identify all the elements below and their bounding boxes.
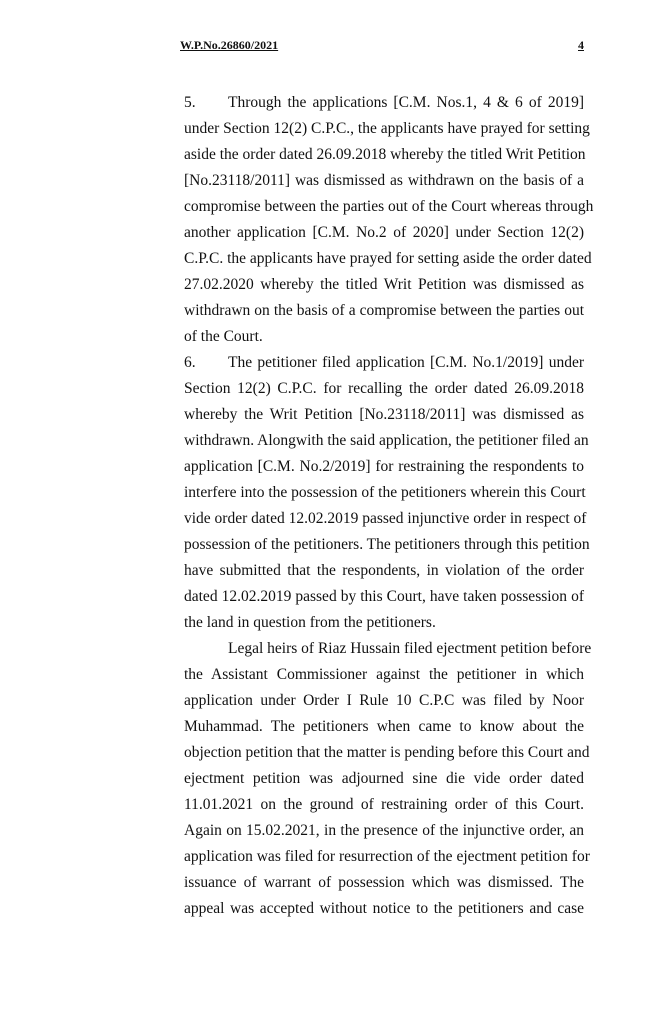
paragraph-line: withdrawn on the basis of a compromise between the parties out xyxy=(184,302,584,319)
paragraph-line: 6. The petitioner filed application [C.M. No.1/2019] under xyxy=(184,352,584,374)
paragraph-line: Muhammad. The petitioners when came to know about the xyxy=(184,718,584,735)
paragraph-line: whereby the Writ Petition [No.23118/2011] was dismissed as xyxy=(184,406,584,423)
paragraph-line: application was filed for resurrection of the ejectment petition for xyxy=(184,848,590,865)
paragraph-number: 5. xyxy=(184,94,196,111)
paragraph-line: vide order dated 12.02.2019 passed injunctive order in respect of xyxy=(184,510,587,527)
paragraph-line: 5. Through the applications [C.M. Nos.1, 4 & 6 of 2019] xyxy=(184,92,584,114)
paragraph-line: objection petition that the matter is pending before this Court and xyxy=(184,744,590,761)
paragraph-line: the land in question from the petitioners. xyxy=(184,614,436,631)
paragraph-line: have submitted that the respondents, in violation of the order xyxy=(184,562,584,579)
paragraph-line: dated 12.02.2019 passed by this Court, have taken possession of xyxy=(184,588,584,605)
paragraph-line: Section 12(2) C.P.C. for recalling the order dated 26.09.2018 xyxy=(184,380,584,397)
paragraph-line: 11.01.2021 on the ground of restraining order of this Court. xyxy=(184,796,584,813)
paragraph-line: possession of the petitioners. The petitioners through this petition xyxy=(184,536,590,553)
paragraph-line: compromise between the parties out of the Court whereas through xyxy=(184,198,594,215)
paragraph-line: the Assistant Commissioner against the petitioner in which xyxy=(184,666,584,683)
paragraph-line: interfere into the possession of the petitioners wherein this Court xyxy=(184,484,586,501)
paragraph-line: another application [C.M. No.2 of 2020] under Section 12(2) xyxy=(184,224,584,241)
paragraph-line: of the Court. xyxy=(184,328,263,345)
paragraph-line: C.P.C. the applicants have prayed for setting aside the order dated xyxy=(184,250,592,267)
page-number: 4 xyxy=(578,38,584,52)
paragraph-number: 6. xyxy=(184,354,196,371)
paragraph-line: Again on 15.02.2021, in the presence of the injunctive order, an xyxy=(184,822,584,839)
paragraph-line: [No.23118/2011] was dismissed as withdrawn on the basis of a xyxy=(184,172,584,189)
paragraph-line: 27.02.2020 whereby the titled Writ Petition was dismissed as xyxy=(184,276,584,293)
paragraph-line: aside the order dated 26.09.2018 whereby the titled Writ Petition xyxy=(184,146,586,163)
paragraph-line: under Section 12(2) C.P.C., the applicants have prayed for setting xyxy=(184,120,590,137)
paragraph-line: application [C.M. No.2/2019] for restraining the respondents to xyxy=(184,458,584,475)
paragraph-line: appeal was accepted without notice to the petitioners and case xyxy=(184,900,584,917)
paragraph-line: withdrawn. Alongwith the said application, the petitioner filed an xyxy=(184,432,589,449)
paragraph-line: ejectment petition was adjourned sine die vide order dated xyxy=(184,770,584,787)
paragraph-line: Legal heirs of Riaz Hussain filed ejectment petition before xyxy=(228,640,592,657)
page-header xyxy=(180,38,584,54)
case-number: W.P.No.26860/2021 xyxy=(180,38,279,52)
paragraph-line: application under Order I Rule 10 C.P.C was filed by Noor xyxy=(184,692,584,709)
paragraph-line: issuance of warrant of possession which was dismissed. The xyxy=(184,874,584,891)
